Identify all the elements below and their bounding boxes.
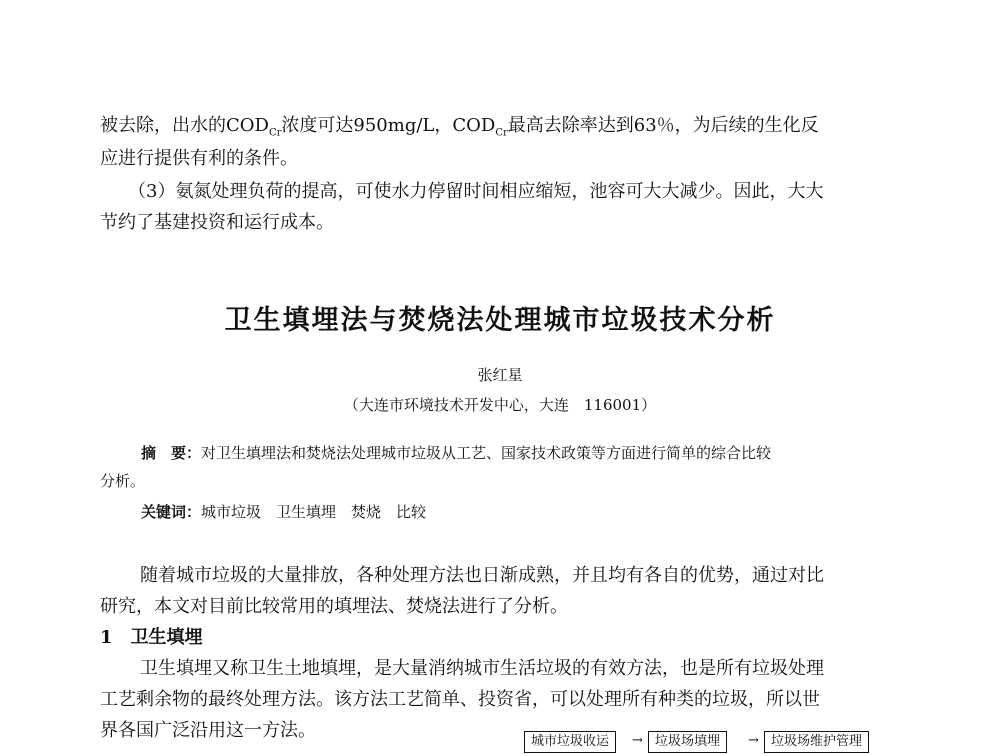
abstract-label: 摘 要： xyxy=(141,444,202,462)
subscript: Cr xyxy=(268,127,282,139)
prev-paragraph-line xyxy=(100,115,819,145)
flow-box-maintenance: 垃圾场维护管理 xyxy=(764,731,869,753)
intro-line: 随着城市垃圾的大量排放，各种处理方法也日渐成熟，并且均有各自的优势，通过对比 xyxy=(140,565,824,586)
keywords-line xyxy=(141,502,426,522)
section-heading: 1 卫生填埋 xyxy=(100,627,203,648)
prev-paragraph-line: 节约了基建投资和运行成本。 xyxy=(100,212,334,233)
section-paragraph-line: 工艺剩余物的最终处理方法。该方法工艺简单、投资省，可以处理所有种类的垃圾，所以世 xyxy=(100,689,820,710)
text-span: 最高去除率达到63％，为后续的生化反 xyxy=(507,115,819,136)
prev-paragraph-line: 应进行提供有利的条件。 xyxy=(100,148,298,169)
prev-paragraph-line: （3）氨氮处理负荷的提高，可使水力停留时间相应缩短，池容可大大减少。因此，大大 xyxy=(128,181,824,202)
author-name: 张红星 xyxy=(477,366,523,384)
article-title: 卫生填埋法与焚烧法处理城市垃圾技术分析 xyxy=(224,305,776,336)
keywords-label: 关键词： xyxy=(141,503,202,521)
abstract-line: 分析。 xyxy=(100,472,146,490)
section-paragraph-line: 卫生填埋又称卫生土地填埋，是大量消纳城市生活垃圾的有效方法，也是所有垃圾处理 xyxy=(140,658,824,679)
keywords-text: 城市垃圾 卫生填埋 焚烧 比较 xyxy=(201,503,427,521)
text-span: 被去除，出水的COD xyxy=(100,115,269,136)
intro-line: 研究，本文对目前比较常用的填埋法、焚烧法进行了分析。 xyxy=(100,596,568,617)
text-span: 浓度可达950mg/L，COD xyxy=(281,115,496,136)
abstract-text: 对卫生填埋法和焚烧法处理城市垃圾从工艺、国家技术政策等方面进行简单的综合比较 xyxy=(201,444,772,462)
subscript: Cr xyxy=(495,127,508,139)
flow-arrow-icon: → xyxy=(748,733,759,748)
author-affiliation: （大连市环境技术开发中心，大连 116001） xyxy=(343,396,657,414)
flow-arrow-icon: → xyxy=(632,733,643,748)
section-paragraph-line: 界各国广泛沿用这一方法。 xyxy=(100,720,316,741)
abstract-line xyxy=(141,443,771,463)
flow-box-collection: 城市垃圾收运 xyxy=(524,731,616,753)
flow-box-landfill: 垃圾场填埋 xyxy=(648,731,727,753)
